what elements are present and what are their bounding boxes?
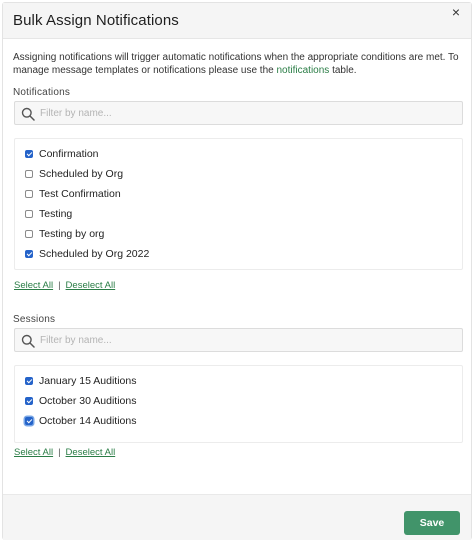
notifications-table-link[interactable]: notifications <box>276 65 330 76</box>
sessions-section-label: Sessions <box>13 314 56 325</box>
sessions-select-all-link[interactable]: Select All <box>14 447 54 458</box>
notification-checkbox[interactable] <box>25 150 33 158</box>
notification-label: Testing by org <box>39 228 105 240</box>
session-label: January 15 Auditions <box>39 375 137 387</box>
sessions-list <box>14 365 463 443</box>
session-checkbox[interactable] <box>25 377 33 385</box>
session-item[interactable] <box>25 394 136 408</box>
session-item[interactable] <box>25 374 136 388</box>
bulk-assign-dialog <box>2 2 472 540</box>
sessions-filter-input[interactable] <box>40 331 455 349</box>
notification-item[interactable] <box>25 147 99 161</box>
intro-text <box>13 51 465 77</box>
notification-item[interactable] <box>25 187 121 201</box>
notifications-filter[interactable] <box>14 101 463 125</box>
sessions-deselect-all-link[interactable]: Deselect All <box>65 447 116 458</box>
notification-label: Scheduled by Org <box>39 168 124 180</box>
notifications-deselect-all-link[interactable]: Deselect All <box>65 280 116 291</box>
session-label: October 14 Auditions <box>39 415 137 427</box>
notifications-filter-input[interactable] <box>40 104 455 122</box>
dialog-header <box>3 3 471 39</box>
notification-checkbox[interactable] <box>25 230 33 238</box>
notification-checkbox[interactable] <box>25 170 33 178</box>
link-separator: | <box>58 447 61 458</box>
notifications-bulk-links <box>14 280 115 291</box>
search-icon <box>21 334 35 348</box>
dialog-footer <box>3 494 471 540</box>
save-button[interactable]: Save <box>404 511 460 535</box>
session-checkbox[interactable] <box>25 397 33 405</box>
notification-label: Test Confirmation <box>39 188 121 200</box>
intro-text-suffix: table. <box>329 65 357 76</box>
notification-label: Confirmation <box>39 148 99 160</box>
notification-label: Scheduled by Org 2022 <box>39 248 150 260</box>
sessions-bulk-links <box>14 447 115 458</box>
notification-checkbox[interactable] <box>25 250 33 258</box>
notification-checkbox[interactable] <box>25 190 33 198</box>
notification-checkbox[interactable] <box>25 210 33 218</box>
session-checkbox[interactable] <box>25 417 33 425</box>
notification-item[interactable] <box>25 227 104 241</box>
session-label: October 30 Auditions <box>39 395 137 407</box>
dialog-title: Bulk Assign Notifications <box>13 12 179 29</box>
session-item[interactable] <box>25 414 136 428</box>
notification-item[interactable] <box>25 207 72 221</box>
link-separator: | <box>58 280 61 291</box>
intro-text-body: Assigning notifications will trigger automatic notifications when the appropriate conditions are met. To manage message templates or notifications please use the <box>13 52 459 76</box>
search-icon <box>21 107 35 121</box>
notifications-section-label: Notifications <box>13 87 71 98</box>
notifications-select-all-link[interactable]: Select All <box>14 280 54 291</box>
notifications-list <box>14 138 463 270</box>
notification-label: Testing <box>39 208 73 220</box>
close-icon[interactable]: × <box>451 4 461 20</box>
notification-item[interactable] <box>25 247 149 261</box>
notification-item[interactable] <box>25 167 123 181</box>
sessions-filter[interactable] <box>14 328 463 352</box>
